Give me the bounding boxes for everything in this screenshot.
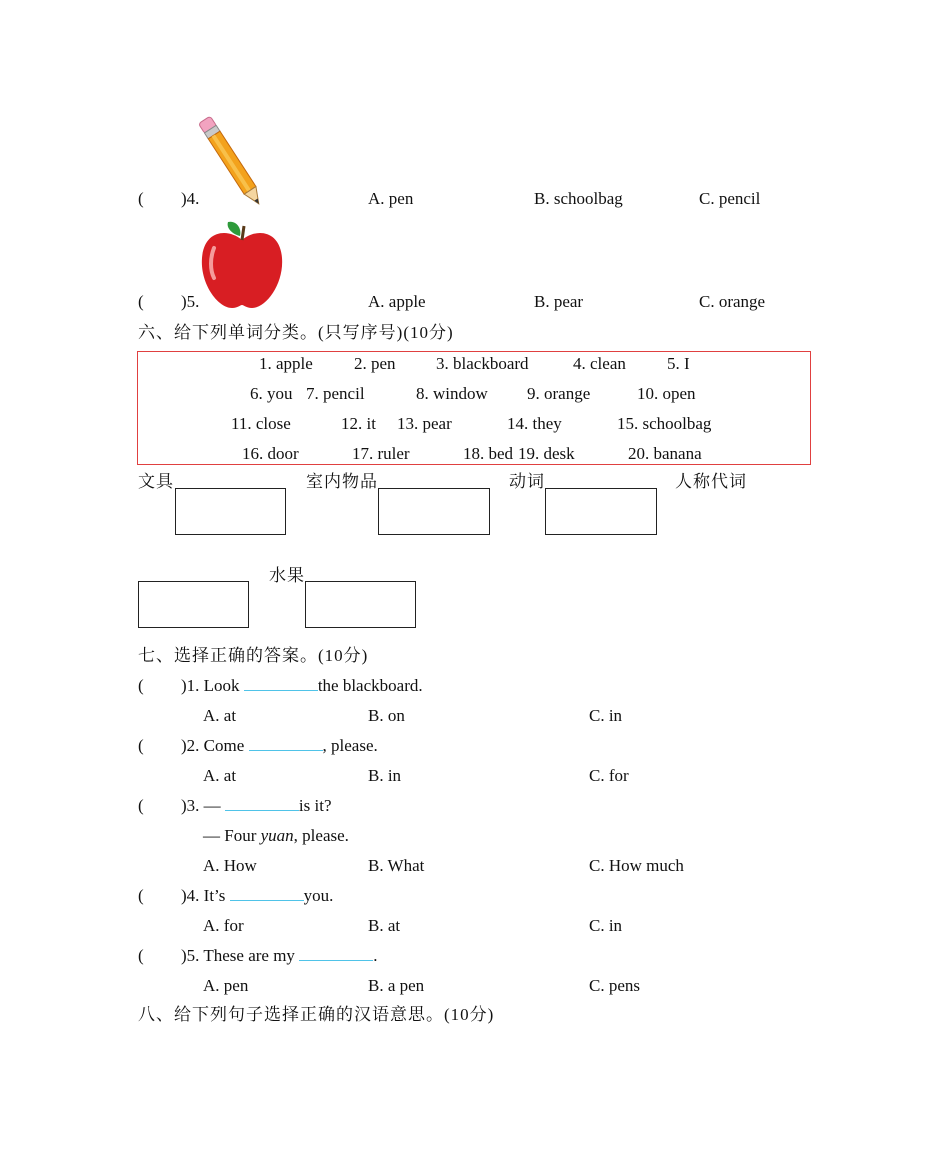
answer-paren-open: ( <box>138 292 144 311</box>
answer-paren-open: ( <box>138 676 144 695</box>
option-c: C. orange <box>699 292 766 311</box>
category-label-verb: 动词 <box>509 472 545 491</box>
dialogue-text: — Four <box>203 826 261 845</box>
option-b: B. pear <box>534 292 584 311</box>
question-text: you. <box>303 886 334 905</box>
word-item: 5. I <box>667 354 690 373</box>
question-number: 4. <box>186 189 200 208</box>
fill-blank[interactable] <box>230 886 304 901</box>
word-item: 18. bed <box>463 444 514 463</box>
option-b: B. a pen <box>368 976 425 995</box>
fill-blank[interactable] <box>244 676 318 691</box>
answer-paren-close: ) <box>181 736 187 755</box>
word-item: 11. close <box>231 414 291 433</box>
question-text: 5. These are my <box>186 946 300 965</box>
answer-paren-close: ) <box>181 189 187 208</box>
word-item: 16. door <box>242 444 299 463</box>
option-c: C. pencil <box>699 189 761 208</box>
word-item: 9. orange <box>527 384 591 403</box>
option-a: A. pen <box>368 189 414 208</box>
fill-blank[interactable] <box>249 736 323 751</box>
answer-paren-close: ) <box>181 292 187 311</box>
category-label-pronoun: 人称代词 <box>675 472 747 491</box>
category-answer-box[interactable] <box>378 488 490 535</box>
answer-paren-open: ( <box>138 189 144 208</box>
answer-paren-open: ( <box>138 796 144 815</box>
question-text: , please. <box>322 736 378 755</box>
answer-paren-open: ( <box>138 886 144 905</box>
fill-blank[interactable] <box>225 796 299 811</box>
word-item: 20. banana <box>628 444 702 463</box>
word-item: 17. ruler <box>352 444 410 463</box>
word-item: 14. they <box>507 414 562 433</box>
category-answer-box[interactable] <box>175 488 286 535</box>
question-text: is it? <box>298 796 332 815</box>
question-text: . <box>373 946 378 965</box>
question-text: 1. Look <box>186 676 244 695</box>
option-c: C. in <box>589 706 623 725</box>
answer-paren-open: ( <box>138 946 144 965</box>
word-item: 6. you <box>250 384 293 403</box>
section-7-title: 七、选择正确的答案。(10分) <box>138 646 369 665</box>
option-b: B. in <box>368 766 402 785</box>
word-item: 4. clean <box>573 354 626 373</box>
word-item: 3. blackboard <box>436 354 529 373</box>
answer-paren-close: ) <box>181 886 187 905</box>
answer-paren-open: ( <box>138 736 144 755</box>
option-a: A. apple <box>368 292 426 311</box>
word-item: 8. window <box>416 384 488 403</box>
option-c: C. for <box>589 766 629 785</box>
option-b: B. on <box>368 706 405 725</box>
word-item: 13. pear <box>397 414 452 433</box>
section-8-title: 八、给下列句子选择正确的汉语意思。(10分) <box>138 1005 495 1024</box>
option-c: C. How much <box>589 856 684 875</box>
category-label-indoor: 室内物品 <box>306 472 378 491</box>
question-text: 3. — <box>186 796 225 815</box>
apple-icon <box>198 218 286 310</box>
option-a: A. at <box>203 766 237 785</box>
answer-paren-close: ) <box>181 946 187 965</box>
dialogue-italic: yuan <box>260 826 294 845</box>
option-a: A. How <box>203 856 257 875</box>
category-label-stationery: 文具 <box>138 472 174 491</box>
question-text: 2. Come <box>186 736 249 755</box>
option-a: A. at <box>203 706 237 725</box>
option-c: C. in <box>589 916 623 935</box>
question-text: the blackboard. <box>317 676 423 695</box>
option-a: A. pen <box>203 976 249 995</box>
fill-blank[interactable] <box>299 946 373 961</box>
word-item: 15. schoolbag <box>617 414 712 433</box>
word-item: 19. desk <box>518 444 575 463</box>
option-b: B. at <box>368 916 401 935</box>
option-a: A. for <box>203 916 244 935</box>
dialogue-text: , please. <box>293 826 349 845</box>
word-item: 1. apple <box>259 354 313 373</box>
category-label-fruit: 水果 <box>269 566 305 585</box>
option-b: B. What <box>368 856 425 875</box>
question-text: 4. It’s <box>186 886 230 905</box>
word-item: 10. open <box>637 384 696 403</box>
word-item: 2. pen <box>354 354 396 373</box>
category-answer-box[interactable] <box>545 488 657 535</box>
answer-paren-close: ) <box>181 676 187 695</box>
section-6-title: 六、给下列单词分类。(只写序号)(10分) <box>138 323 454 342</box>
category-answer-box[interactable] <box>305 581 416 628</box>
category-answer-box[interactable] <box>138 581 249 628</box>
option-b: B. schoolbag <box>534 189 623 208</box>
question-number: 5. <box>186 292 200 311</box>
pencil-icon <box>196 114 266 208</box>
option-c: C. pens <box>589 976 640 995</box>
word-item: 7. pencil <box>306 384 365 403</box>
word-item: 12. it <box>341 414 376 433</box>
answer-paren-close: ) <box>181 796 187 815</box>
